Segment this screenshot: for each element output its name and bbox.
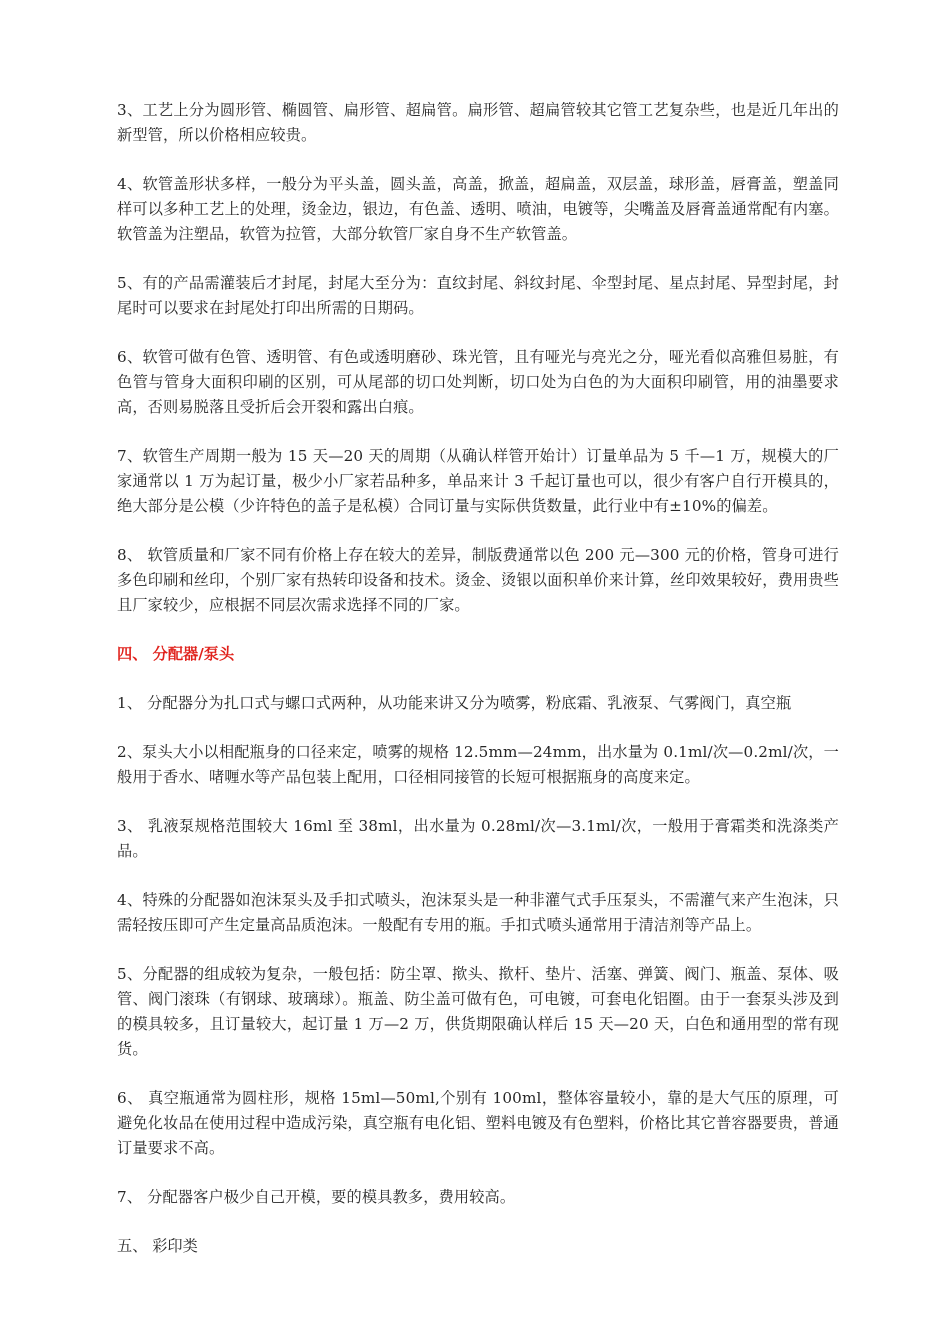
- dispenser-item-1: 1、 分配器分为扎口式与螺口式两种，从功能来讲又分为喷雾，粉底霜、乳液泵、气雾阀门，真空瓶: [117, 694, 792, 712]
- tube-item-8: 8、 软管质量和厂家不同有价格上存在较大的差异，制版费通常以色 200 元—300 元的价格，管身可进行多色印刷和丝印，个别厂家有热转印设备和技术。烫金、烫银以面积单价来计算，丝印效果较好，费用贵些且厂家较少，应根据不同层次需求选择不同的厂家。: [117, 546, 839, 614]
- dispenser-item-4: 4、特殊的分配器如泡沫泵头及手扣式喷头，泡沫泵头是一种非灌气式手压泵头，不需灌气来产生泡沫，只需轻按压即可产生定量高品质泡沫。一般配有专用的瓶。手扣式喷头通常用于清洁剂等产品上。: [117, 891, 839, 934]
- dispenser-item-3: 3、 乳液泵规格范围较大 16ml 至 38ml，出水量为 0.28ml/次—3.1ml/次，一般用于膏霜类和洗涤类产品。: [117, 817, 839, 860]
- tube-item-3: 3、工艺上分为圆形管、椭圆管、扁形管、超扁管。扁形管、超扁管较其它管工艺复杂些，也是近几年出的新型管，所以价格相应较贵。: [117, 101, 839, 144]
- dispenser-item-2: 2、泵头大小以相配瓶身的口径来定，喷雾的规格 12.5mm—24mm，出水量为 0.1ml/次—0.2ml/次，一般用于香水、啫喱水等产品包装上配用，口径相同接管的长短可根据瓶身的高度来定。: [117, 743, 839, 786]
- dispenser-item-5: 5、分配器的组成较为复杂，一般包括：防尘罩、揿头、揿杆、垫片、活塞、弹簧、阀门、瓶盖、泵体、吸管、阀门滚珠（有钢球、玻璃球）。瓶盖、防尘盖可做有色，可电镀，可套电化铝圈。由于一套泵头涉及到的模具较多，且订量较大，起订量 1 万—2 万，供货期限确认样后 15 天—20 天，白色和通用型的常有现货。: [117, 965, 839, 1058]
- tube-item-6: 6、软管可做有色管、透明管、有色或透明磨砂、珠光管，且有哑光与亮光之分，哑光看似高雅但易脏，有色管与管身大面积印刷的区别，可从尾部的切口处判断，切口处为白色的为大面积印刷管，用的油墨要求高，否则易脱落且受折后会开裂和露出白痕。: [117, 348, 839, 416]
- tube-item-4: 4、软管盖形状多样，一般分为平头盖，圆头盖，高盖，掀盖，超扁盖，双层盖，球形盖，唇膏盖，塑盖同样可以多种工艺上的处理，烫金边，银边，有色盖、透明、喷油，电镀等，尖嘴盖及唇膏盖通常配有内塞。软管盖为注塑品，软管为拉管，大部分软管厂家自身不生产软管盖。: [117, 175, 839, 243]
- section-heading-color-print: 五、 彩印类: [117, 1237, 198, 1255]
- tube-item-5: 5、有的产品需灌装后才封尾，封尾大至分为：直纹封尾、斜纹封尾、伞型封尾、星点封尾、异型封尾，封尾时可以要求在封尾处打印出所需的日期码。: [117, 274, 839, 317]
- dispenser-item-6: 6、 真空瓶通常为圆柱形，规格 15ml—50ml,个别有 100ml，整体容量较小，靠的是大气压的原理，可避免化妆品在使用过程中造成污染，真空瓶有电化铝、塑料电镀及有色塑料，价格比其它普容器要贵，普通订量要求不高。: [117, 1089, 839, 1157]
- dispenser-item-7: 7、 分配器客户极少自己开模，要的模具教多，费用较高。: [117, 1188, 516, 1206]
- document-page: [117, 98, 839, 1259]
- section-heading-dispenser: 四、 分配器/泵头: [117, 645, 235, 663]
- tube-item-7: 7、软管生产周期一般为 15 天—20 天的周期（从确认样管开始计）订量单品为 5 千—1 万，规模大的厂家通常以 1 万为起订量，极少小厂家若品种多，单品来计 3 千起订量也可以，很少有客户自行开模具的，绝大部分是公模（少许特色的盖子是私模）合同订量与实际供货数量，此行业中有±10%的偏差。: [117, 447, 839, 515]
